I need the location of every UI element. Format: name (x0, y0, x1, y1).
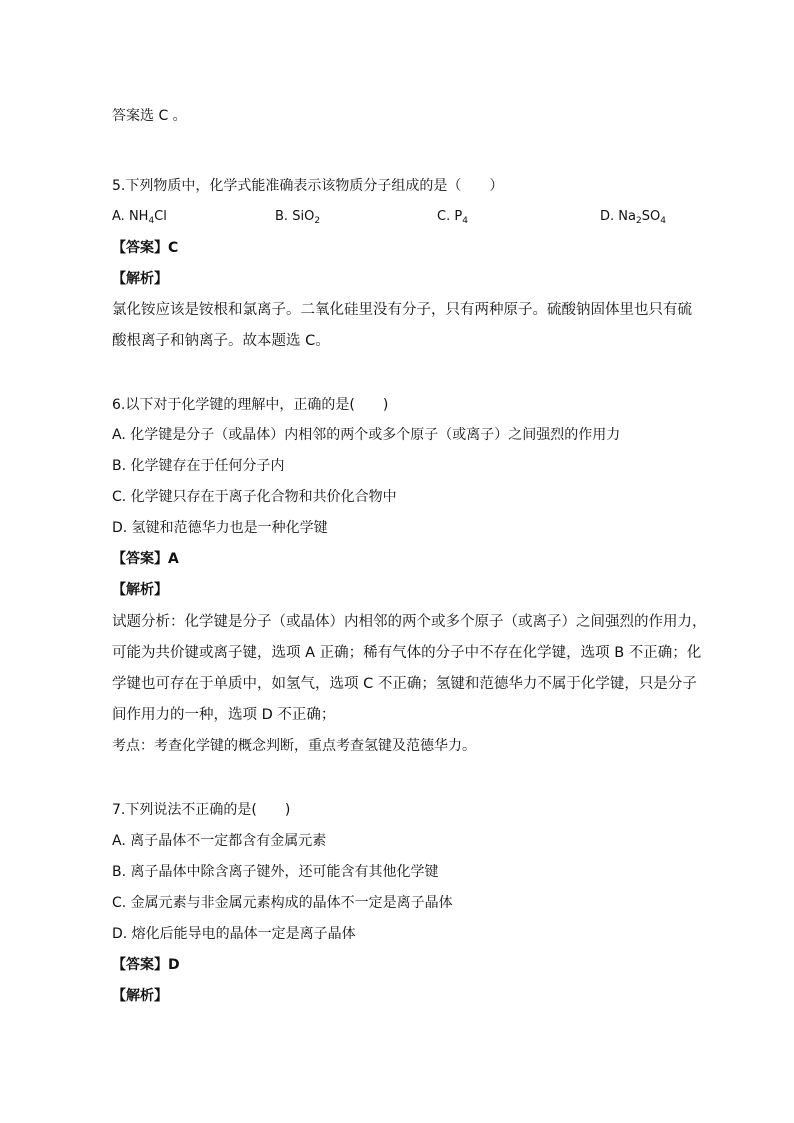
q6-option-a: A. 化学键是分子（或晶体）内相邻的两个或多个原子（或离子）之间强烈的作用力 (112, 427, 621, 443)
q7-option-b: B. 离子晶体中除含离子键外，还可能含有其他化学键 (112, 864, 439, 880)
q7-option-c: C. 金属元素与非金属元素构成的晶体不一定是离子晶体 (112, 895, 453, 911)
q5-analysis-line: 氯化铵应该是铵根和氯离子。二氧化硅里没有分子，只有两种原子。硫酸钠固体里也只有硫 (112, 302, 692, 318)
q7-analysis-title: 【解析】 (112, 988, 168, 1004)
q5-answer: 【答案】C (112, 240, 179, 256)
q5-analysis-title: 【解析】 (112, 271, 168, 287)
q7-stem: 7.下列说法不正确的是( ) (112, 802, 291, 818)
q6-analysis-line: 可能为共价键或离子键，选项 A 正确；稀有气体的分子中不存在化学键，选项 B 不正确；化 (112, 645, 702, 661)
q6-option-c: C. 化学键只存在于离子化合物和共价化合物中 (112, 489, 397, 505)
q5-option-b: B. SiO$_2$ (275, 209, 321, 226)
q6-analysis-title: 【解析】 (112, 582, 168, 598)
q5-option-a: A. $NH_4Cl$ (112, 209, 167, 226)
q4-answer-tail: 答案选 C 。 (112, 108, 187, 124)
q6-analysis-line: 学键也可存在于单质中，如氢气，选项 C 不正确；氢键和范德华力不属于化学键，只是分子 (112, 676, 697, 692)
q6-analysis-line: 间作用力的一种，选项 D 不正确； (112, 707, 336, 723)
q6-stem: 6.以下对于化学键的理解中，正确的是( ) (112, 397, 389, 413)
q6-answer: 【答案】A (112, 551, 179, 567)
q5-option-d: D. $Na_2SO_4$ (600, 209, 666, 226)
q5-analysis-line: 酸根离子和钠离子。故本题选 C。 (112, 333, 330, 349)
q7-option-a: A. 离子晶体不一定都含有金属元素 (112, 833, 327, 849)
q6-kaodian: 考点：考查化学键的概念判断，重点考查氢键及范德华力。 (112, 738, 476, 754)
q5-stem: 5.下列物质中，化学式能准确表示该物质分子组成的是（ ） (112, 178, 504, 194)
q6-analysis-line: 试题分析：化学键是分子（或晶体）内相邻的两个或多个原子（或离子）之间强烈的作用力， (112, 614, 707, 630)
q6-option-b: B. 化学键存在于任何分子内 (112, 458, 285, 474)
q7-answer: 【答案】D (112, 957, 180, 973)
q7-option-d: D. 熔化后能导电的晶体一定是离子晶体 (112, 926, 356, 942)
q6-option-d: D. 氢键和范德华力也是一种化学键 (112, 520, 328, 536)
q5-option-c: C. $P_4$ (437, 209, 468, 226)
